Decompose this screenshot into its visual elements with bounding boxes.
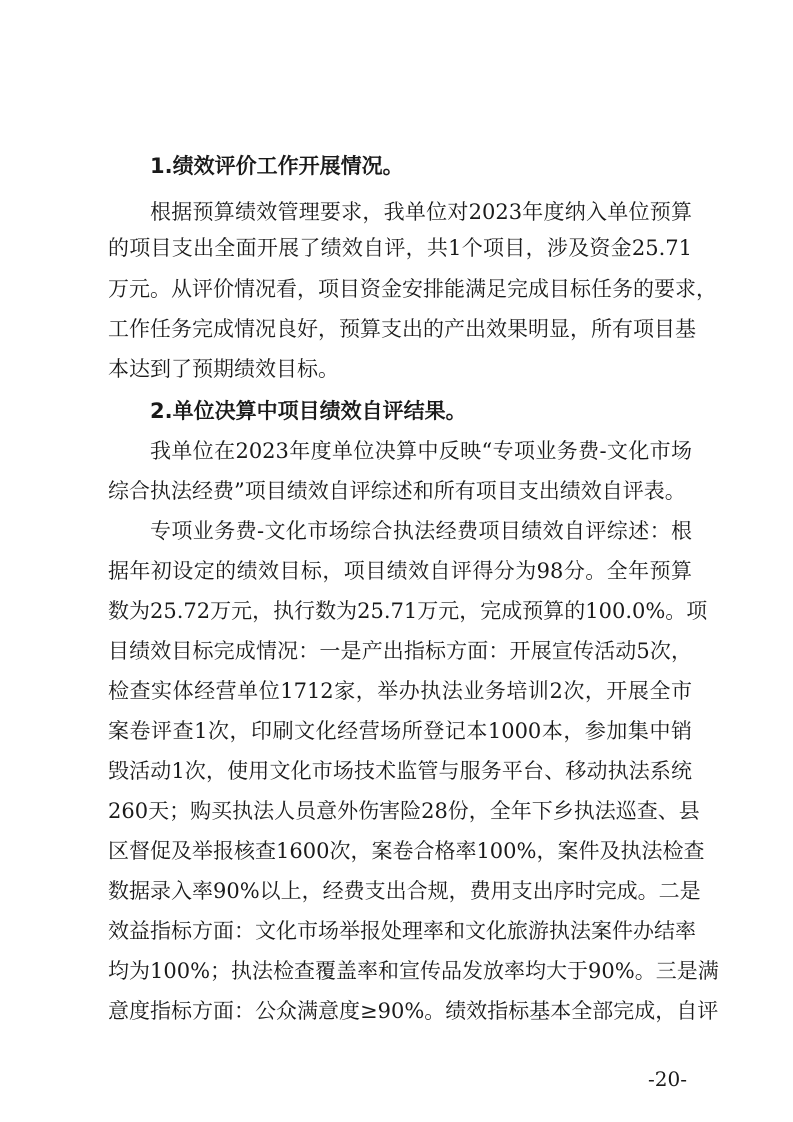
text-line: 我单位在2023年度单位决算中反映“专项业务费-文化市场: [150, 439, 692, 463]
text-line: 数为25.72万元，执行数为25.71万元，完成预算的100.0%。项: [108, 599, 708, 623]
text-line: 260天；购买执法人员意外伤害险28份，全年下乡执法巡查、县: [108, 799, 700, 823]
text-line: 目绩效目标完成情况：一是产出指标方面：开展宣传活动5次，: [108, 639, 692, 663]
section-2-heading: 2.单位决算中项目绩效自评结果。: [150, 399, 467, 423]
text-line: 根据预算绩效管理要求，我单位对2023年度纳入单位预算: [150, 200, 692, 224]
text-line: 数据录入率90%以上，经费支出合规，费用支出序时完成。二是: [108, 879, 701, 903]
text-line: 意度指标方面：公众满意度≥90%。绩效指标基本全部完成，自评: [108, 999, 719, 1023]
section-1-heading: 1.绩效评价工作开展情况。: [150, 154, 404, 178]
text-line: 效益指标方面：文化市场举报处理率和文化旅游执法案件办结率: [108, 919, 696, 943]
text-line: 万元。从评价情况看，项目资金安排能满足完成目标任务的要求，: [108, 277, 717, 301]
text-line: 毁活动1次，使用文化市场技术监管与服务平台、移动执法系统: [108, 759, 692, 783]
text-line: 区督促及举报核查1600次，案卷合格率100%，案件及执法检查: [108, 839, 705, 863]
text-line: 综合执法经费”项目绩效自评综述和所有项目支出绩效自评表。: [108, 479, 686, 503]
text-line: 检查实体经营单位1712家，举办执法业务培训2次，开展全市: [108, 679, 692, 703]
text-line: 均为100%；执法检查覆盖率和宣传品发放率均大于90%。三是满: [108, 959, 719, 983]
text-line: 据年初设定的绩效目标，项目绩效自评得分为98分。全年预算: [108, 559, 692, 583]
text-line: 工作任务完成情况良好，预算支出的产出效果明显，所有项目基: [108, 317, 696, 341]
page-number: -20-: [648, 1067, 687, 1091]
text-line: 的项目支出全面开展了绩效自评，共1个项目，涉及资金25.71: [108, 236, 692, 260]
text-line: 案卷评查1次，印刷文化经营场所登记本1000本，参加集中销: [108, 719, 692, 743]
text-line: 专项业务费-文化市场综合执法经费项目绩效自评综述：根: [150, 519, 692, 543]
text-line: 本达到了预期绩效目标。: [108, 357, 339, 381]
